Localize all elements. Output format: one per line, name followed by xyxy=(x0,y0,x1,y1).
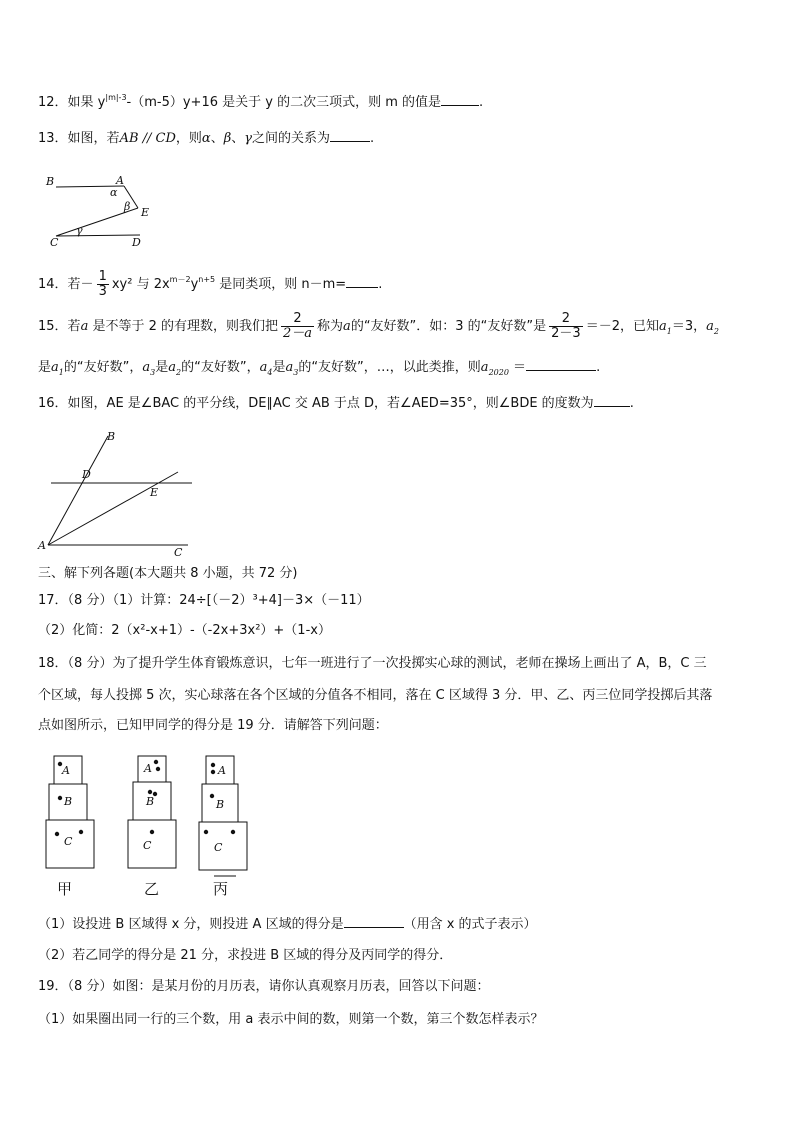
label-d: D xyxy=(82,468,91,481)
label-yi: 乙 xyxy=(144,880,160,898)
zone-c xyxy=(128,820,176,868)
question-15: 15．若a 是不等于 2 的有理数，则我们把 $\frac{2}{2-a}$ 称为a的“友好数”．如：3 的“友好数”是 $\frac{2}{2-3}$ ＝－2，已知$a_1=3$，$a_2$ xyxy=(38,311,719,341)
zone-a xyxy=(138,756,166,782)
question-18-sub1: （1）设投进 B 区域得 x 分，则投进 A 区域的得分是 （用含 x 的式子表示） xyxy=(38,914,537,935)
question-18-sub2: （2）若乙同学的得分是 21 分，求投进 B 区域的得分及丙同学的得分． xyxy=(38,948,453,963)
ball-dot xyxy=(55,832,59,836)
ball-dot xyxy=(79,830,83,834)
section-heading: 三、解下列各题(本大题共 8 小题，共 72 分) xyxy=(38,566,298,581)
label-a: A xyxy=(62,764,70,777)
label-a: A xyxy=(116,174,124,187)
ball-dot xyxy=(204,830,208,834)
label-b: B xyxy=(107,430,116,443)
target-yi xyxy=(128,756,176,898)
label-d: D xyxy=(132,236,141,249)
label-c: C xyxy=(174,546,183,559)
question-number: 16． xyxy=(38,396,68,411)
label-jia: 甲 xyxy=(57,880,73,898)
label-c: C xyxy=(214,841,223,854)
answer-blank[interactable] xyxy=(346,274,378,288)
figure-q16-angle-bisector xyxy=(36,428,196,558)
line-cd xyxy=(56,235,140,236)
answer-blank[interactable] xyxy=(330,128,370,142)
fraction: $\frac{2}{2-a}$ xyxy=(283,311,313,341)
ball-dot xyxy=(156,767,160,771)
target-bing xyxy=(199,756,247,898)
label-b: B xyxy=(216,798,225,811)
figure-q13-parallel-lines xyxy=(42,172,162,252)
label-c: C xyxy=(50,236,59,249)
question-17: 17．（8 分）（1）计算：24÷[（－2）³+4]－3×（－11） xyxy=(38,593,370,608)
label-b: B xyxy=(146,795,155,808)
label-a: A xyxy=(144,762,152,775)
question-18-cont: 个区域，每人投掷 5 次，实心球落在各个区域的分值各不相同，落在 C 区域得 3 分．甲、乙、丙三位同学投掷后其落 xyxy=(38,688,713,703)
question-19-sub1: （1）如果圈出同一行的三个数，用 a 表示中间的数，则第一个数，第三个数怎样表示？ xyxy=(38,1012,544,1027)
ball-dot xyxy=(58,796,62,800)
question-number: 15． xyxy=(38,319,68,334)
ball-dot xyxy=(210,794,214,798)
answer-blank[interactable] xyxy=(526,357,596,371)
label-bing: 丙 xyxy=(213,880,229,898)
label-e: E xyxy=(141,206,150,219)
fraction: $\frac{2}{2-3}$ xyxy=(551,311,581,341)
answer-blank[interactable] xyxy=(441,92,479,106)
fraction: $\frac{1}{3}$ xyxy=(98,269,107,299)
zone-c xyxy=(199,822,247,870)
label-b: B xyxy=(64,795,73,808)
label-alpha: α xyxy=(110,186,118,199)
ball-dot xyxy=(211,770,215,774)
question-19: 19．（8 分）如图：是某月份的月历表，请你认真观察月历表，回答以下问题： xyxy=(38,979,490,994)
question-number: 13． xyxy=(38,131,68,146)
question-18: 18．（8 分）为了提升学生体育锻炼意识，七年一班进行了一次投掷实心球的测试，老师在操场上画出了 A，B，C 三 xyxy=(38,656,707,671)
answer-blank[interactable] xyxy=(594,393,630,407)
label-gamma: γ xyxy=(76,224,83,237)
target-jia xyxy=(46,756,94,898)
question-13: 13．如图，若AB // CD，则α、β、γ之间的关系为 . xyxy=(38,128,374,149)
ball-dot xyxy=(148,790,152,794)
question-16: 16．如图，AE 是∠BAC 的平分线，DE∥AC 交 AB 于点 D，若∠AED=35°，则∠BDE 的度数为 . xyxy=(38,393,634,414)
question-14: 14．若－ $\frac{1}{3}$ xy² 与 $2x^{m-2}y^{n+5}$ 是同类项，则 n－m= . xyxy=(38,269,383,299)
figure-q18-throwing-zones xyxy=(40,752,280,904)
label-beta: β xyxy=(124,200,131,213)
label-a: A xyxy=(218,764,226,777)
question-number: 12． xyxy=(38,95,68,110)
question-18-cont: 点如图所示，已知甲同学的得分是 19 分．请解答下列问题： xyxy=(38,718,388,733)
label-e: E xyxy=(150,486,159,499)
answer-blank[interactable] xyxy=(344,914,404,928)
label-b: B xyxy=(46,175,55,188)
label-c: C xyxy=(143,839,152,852)
label-a: A xyxy=(38,539,46,552)
ball-dot xyxy=(154,760,158,764)
question-number: 14． xyxy=(38,277,68,292)
ball-dot xyxy=(231,830,235,834)
question-12: 12．如果 $y^{|m|-3}-(m-5)y+16$ 是关于 y 的二次三项式，则 m 的值是 . xyxy=(38,93,484,110)
question-17-part2: （2）化简：2（x²-x+1）-（-2x+3x²）+（1-x） xyxy=(38,623,331,638)
question-15-cont: 是$a_1$的“友好数”，$a_3$是$a_2$的“友好数”，$a_4$是$a_3$的“友好数”，…，以此类推，则$a_{2020}$ ＝ . xyxy=(38,357,600,383)
label-c: C xyxy=(64,835,73,848)
ball-dot xyxy=(150,830,154,834)
ball-dot xyxy=(211,763,215,767)
